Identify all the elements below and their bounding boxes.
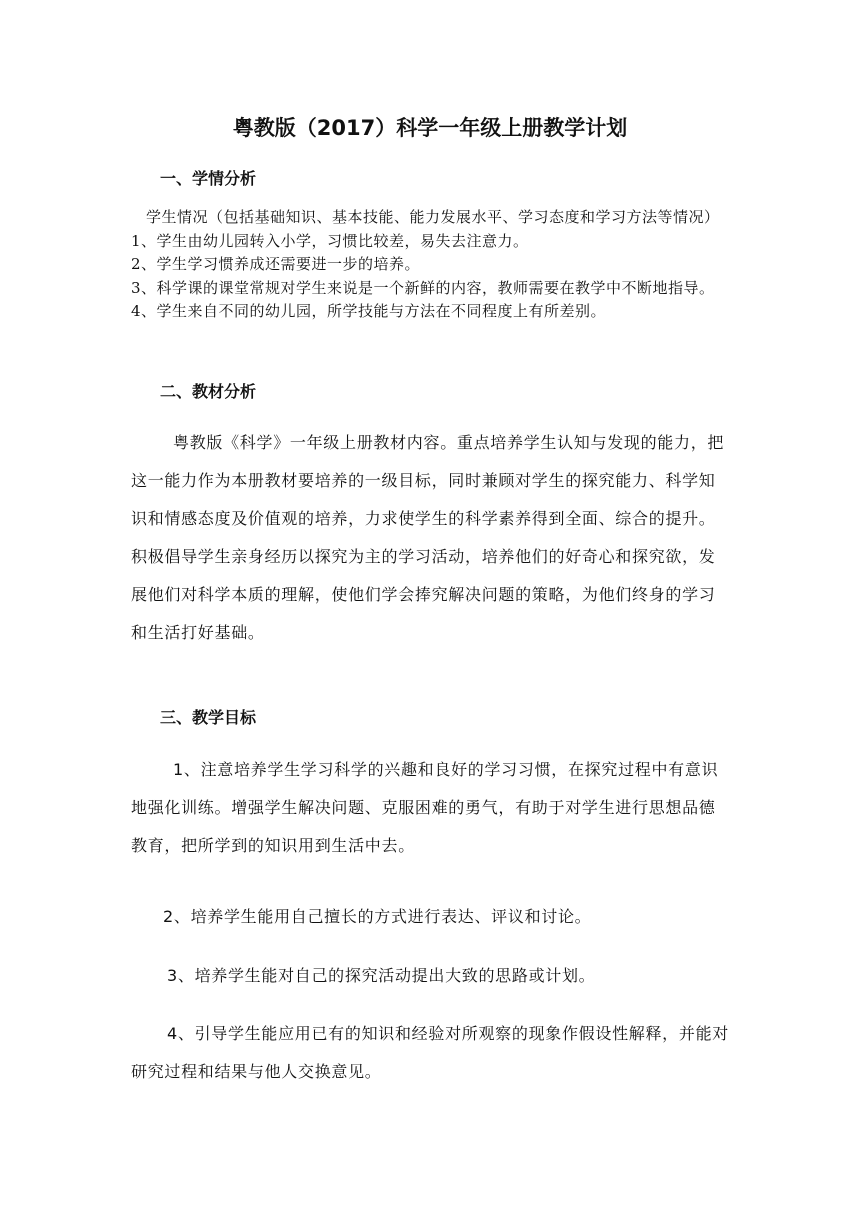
learning-analysis-item: 4、学生来自不同的幼儿园，所学技能与方法在不同程度上有所差别。 <box>131 302 607 320</box>
learning-analysis-item: 2、学生学习惯养成还需要进一步的培养。 <box>131 255 421 273</box>
objective-paragraph: 2、培养学生能用自己擅长的方式进行表达、评议和讨论。 <box>163 907 592 926</box>
section-heading-learning-analysis: 一、学情分析 <box>160 169 257 188</box>
teaching-objective-2 <box>131 898 731 936</box>
learning-analysis-body <box>131 206 731 324</box>
section-heading-teaching-objectives: 三、教学目标 <box>160 708 257 727</box>
teaching-objective-1 <box>131 751 731 865</box>
objective-paragraph: 1、注意培养学生学习科学的兴趣和良好的学习习惯，在探究过程中有意识地强化训练。增强学生解决问题、克服困难的勇气，有助于对学生进行思想品德教育，把所学到的知识用到生活中去。 <box>131 760 719 855</box>
section-heading-textbook-analysis: 二、教材分析 <box>160 382 257 401</box>
objective-paragraph: 3、培养学生能对自己的探究活动提出大致的思路或计划。 <box>167 966 596 985</box>
learning-analysis-item: 1、学生由幼儿园转入小学，习惯比较差，易失去注意力。 <box>131 231 529 250</box>
learning-analysis-intro: 学生情况（包括基础知识、基本技能、能力发展水平、学习态度和学习方法等情况） <box>146 208 720 226</box>
document-title: 粤教版（2017）科学一年级上册教学计划 <box>232 116 628 140</box>
textbook-analysis-body <box>131 424 731 652</box>
objective-paragraph: 4、引导学生能应用已有的知识和经验对所观察的现象作假设性解释，并能对研究过程和结果与他人交换意见。 <box>131 1024 729 1081</box>
textbook-analysis-paragraph: 粤教版《科学》一年级上册教材内容。重点培养学生认知与发现的能力，把这一能力作为本册教材要培养的一级目标，同时兼顾对学生的探究能力、科学知识和情感态度及价值观的培养，力求使学生的科学素养得到全面、综合的提升。积极倡导学生亲身经历以探究为主的学习活动，培养他们的好奇心和探究欲，发展他们对科学本质的理解，使他们学会捧究解决问题的策略，为他们终身的学习和生活打好基础。 <box>131 433 725 642</box>
teaching-objective-3 <box>131 957 731 995</box>
learning-analysis-item: 3、科学课的课堂常规对学生来说是一个新鲜的内容，教师需要在教学中不断地指导。 <box>131 278 715 297</box>
teaching-objective-4 <box>131 1015 731 1091</box>
